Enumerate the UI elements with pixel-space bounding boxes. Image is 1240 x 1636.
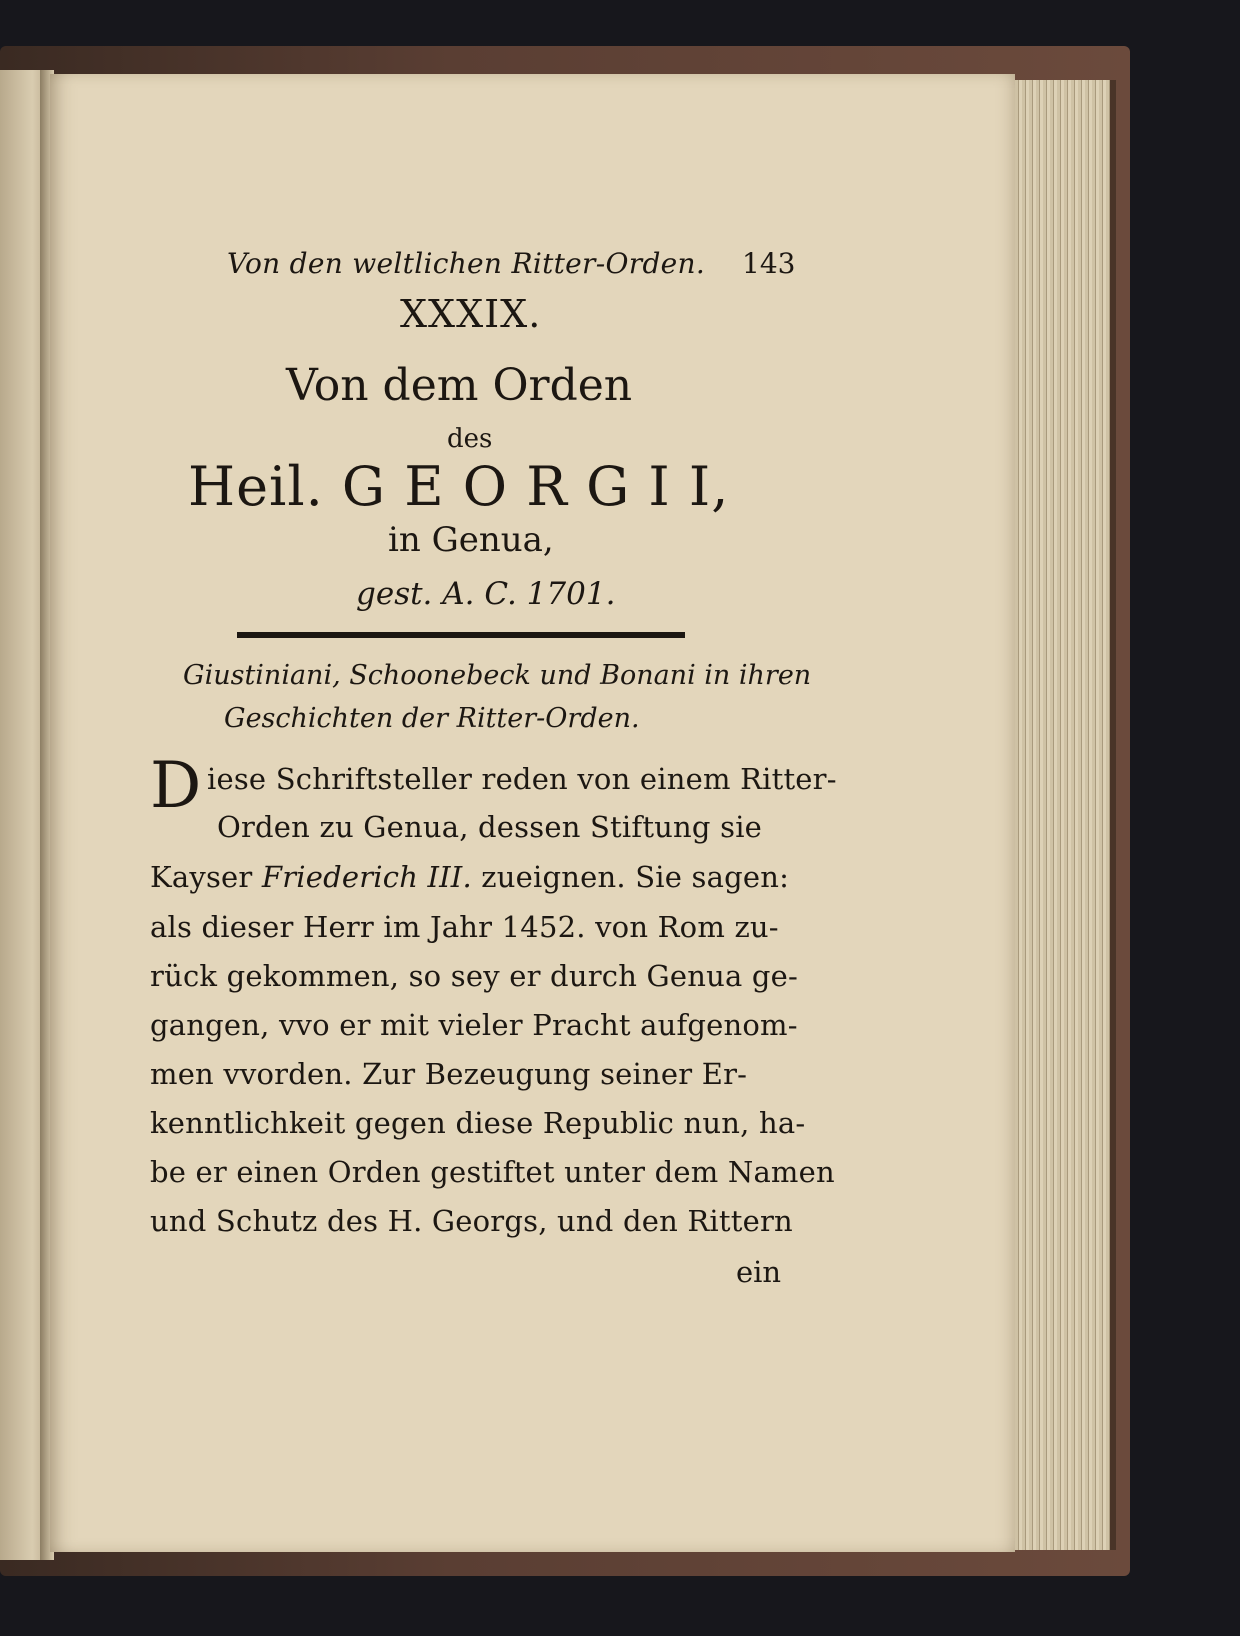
source-line-2: Geschichten der Ritter-Orden. <box>224 703 640 734</box>
chapter-title-line-4: in Genua, <box>388 520 554 560</box>
chapter-title-line-3: Heil. G E O R G I I, <box>188 455 730 518</box>
body-line: Orden zu Genua, dessen Stiftung sie <box>217 810 763 844</box>
body-line: gangen, vvo er mit vieler Pracht aufgenom- <box>150 1008 798 1042</box>
page-number: 143 <box>742 247 796 280</box>
body-line: und Schutz des H. Georgs, und den Rittern <box>150 1204 793 1238</box>
chapter-title-line-1: Von dem Orden <box>286 360 633 411</box>
source-line-1: Giustiniani, Schoonebeck und Bonani in ihren <box>183 660 812 691</box>
body-line: rück gekommen, so sey er durch Genua ge- <box>150 959 799 993</box>
chapter-title-line-2: des <box>447 424 493 454</box>
body-line: iese Schriftsteller reden von einem Ritter- <box>207 762 837 796</box>
body-line: be er einen Orden gestiftet unter dem Namen <box>150 1155 835 1189</box>
catchword: ein <box>736 1255 782 1289</box>
section-rule <box>237 632 685 638</box>
drop-cap: D <box>150 749 202 823</box>
body-line: kenntlichkeit gegen diese Republic nun, ha- <box>150 1106 806 1140</box>
body-line: als dieser Herr im Jahr 1452. von Rom zu- <box>150 910 779 944</box>
body-line: men vvorden. Zur Bezeugung seiner Er- <box>150 1057 748 1091</box>
chapter-numeral: XXXIX. <box>400 292 542 336</box>
running-head: Von den weltlichen Ritter-Orden. <box>227 247 706 280</box>
founding-date: gest. A. C. 1701. <box>356 576 616 612</box>
body-line: Kayser Friederich III. zueignen. Sie sagen: <box>150 860 790 894</box>
